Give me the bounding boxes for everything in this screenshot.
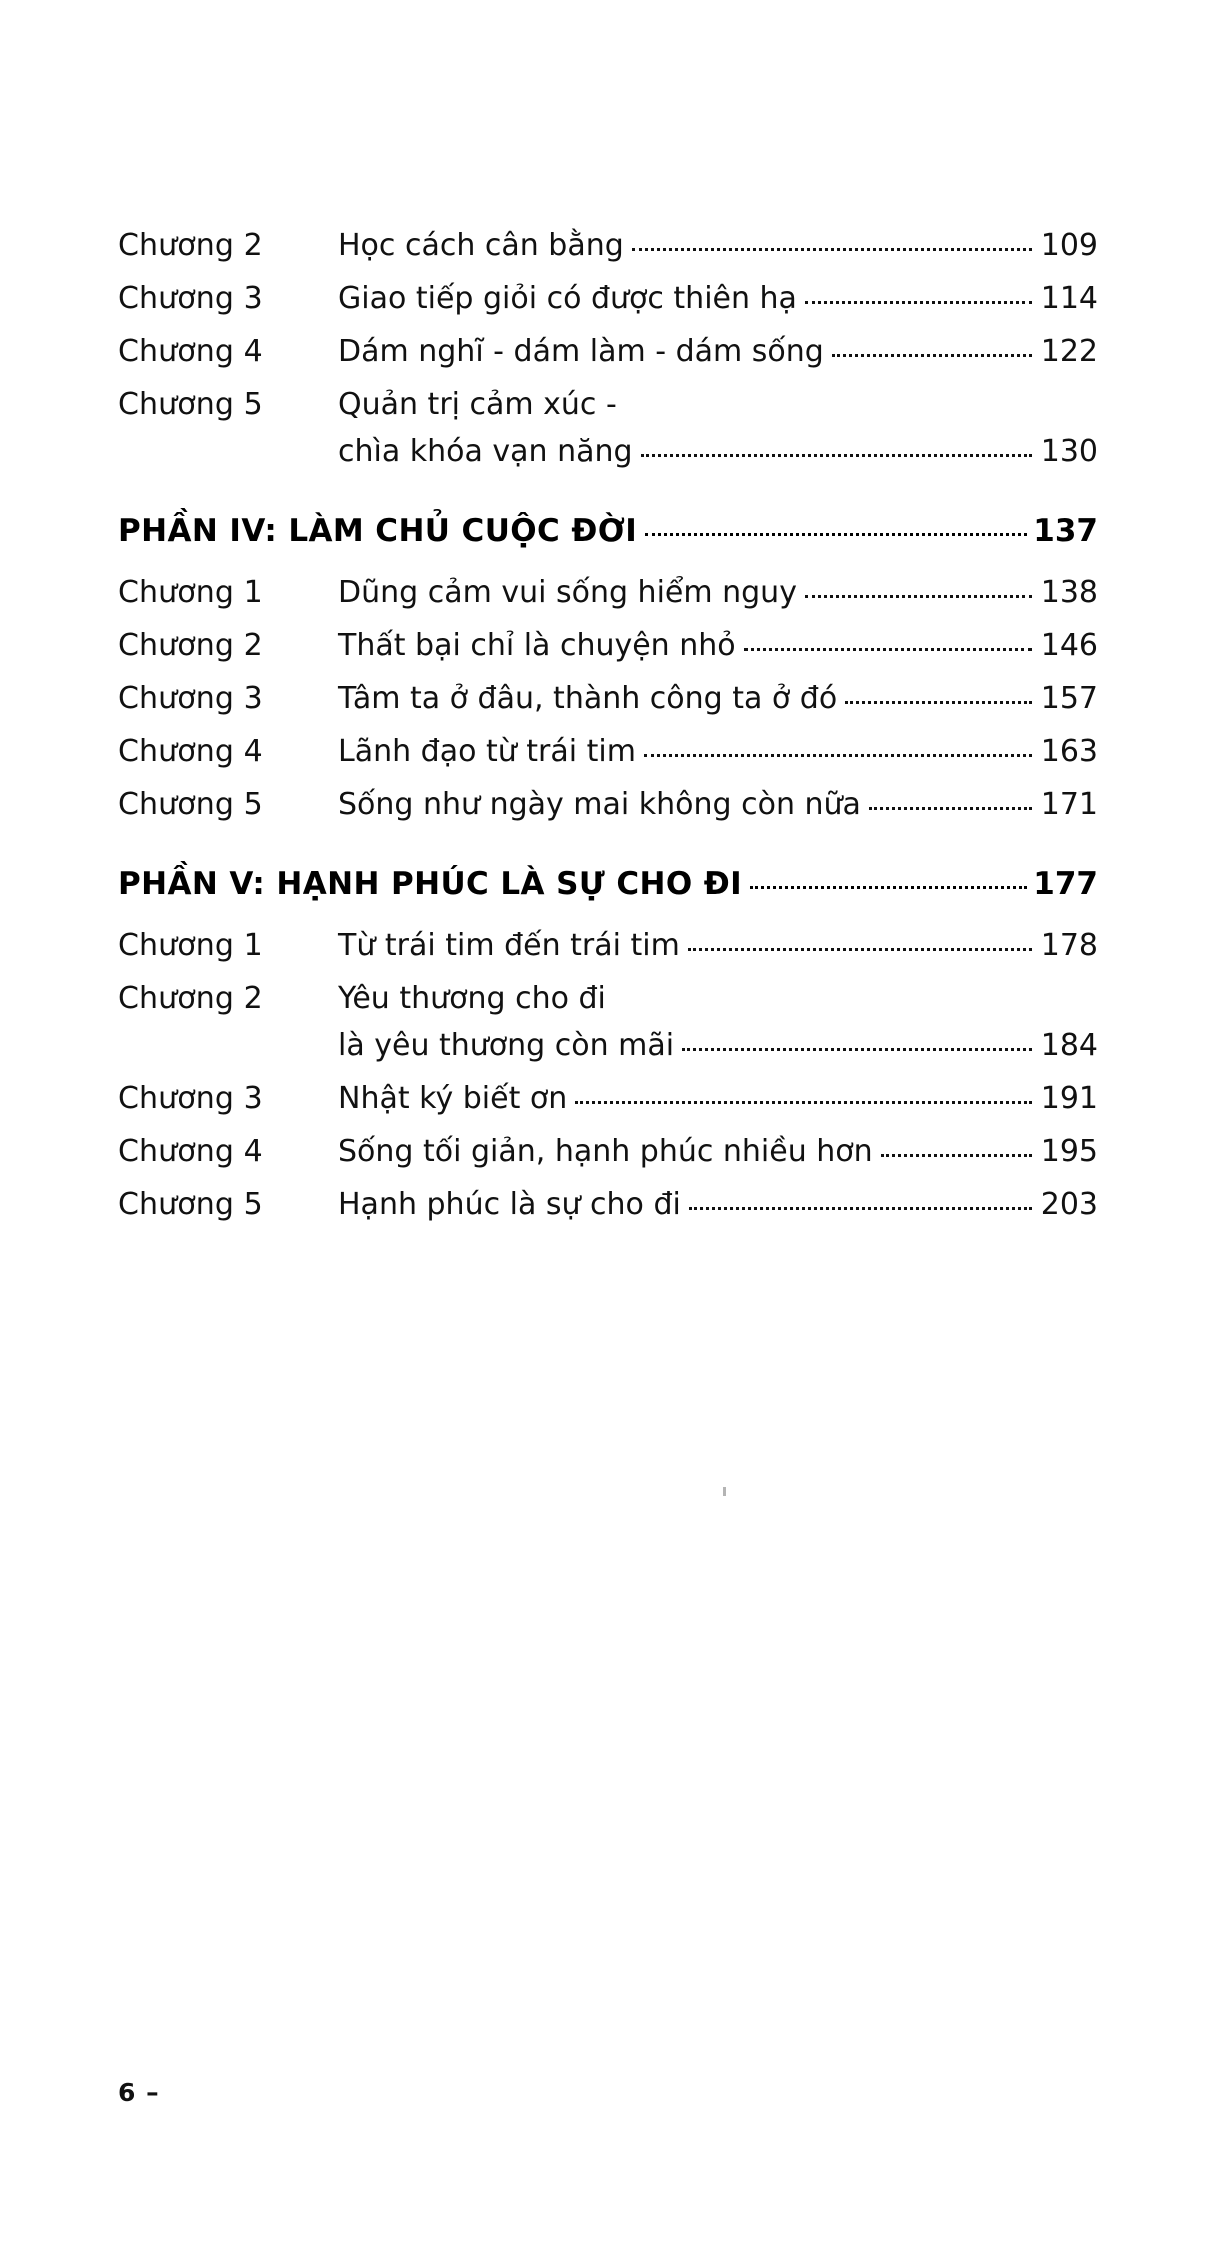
dot-leader — [832, 353, 1032, 357]
dot-leader — [805, 300, 1032, 304]
page-number: 184 — [1040, 1028, 1098, 1063]
dot-leader — [575, 1100, 1032, 1104]
toc-entry[interactable] — [118, 228, 1098, 263]
chapter-label: Chương 2 — [118, 981, 263, 1016]
toc-entry[interactable] — [118, 1081, 1098, 1116]
toc-entry[interactable] — [118, 787, 1098, 822]
part-title: PHẦN V: HẠNH PHÚC LÀ SỰ CHO ĐI — [118, 866, 743, 902]
part-heading-5[interactable] — [118, 866, 1098, 902]
dot-leader — [688, 947, 1032, 951]
chapter-title-line-2: là yêu thương còn mãi — [338, 1028, 675, 1063]
chapter-label: Chương 5 — [118, 1187, 263, 1222]
page-number: 195 — [1040, 1134, 1098, 1169]
chapter-label: Chương 1 — [118, 928, 263, 963]
chapter-title: Hạnh phúc là sự cho đi — [338, 1187, 681, 1222]
chapter-label: Chương 3 — [118, 681, 263, 716]
dot-leader — [845, 700, 1032, 704]
dot-leader — [689, 1206, 1032, 1210]
toc-entry[interactable] — [118, 681, 1098, 716]
page-number: 171 — [1040, 787, 1098, 822]
toc-entry[interactable] — [118, 981, 1098, 1063]
dot-leader — [645, 532, 1027, 536]
chapter-title-line-1: Quản trị cảm xúc - — [338, 387, 617, 422]
page-number: 178 — [1040, 928, 1098, 963]
chapter-title: Nhật ký biết ơn — [338, 1081, 568, 1116]
toc-entry[interactable] — [118, 1134, 1098, 1169]
toc-entry[interactable] — [118, 928, 1098, 963]
dot-leader — [644, 753, 1032, 757]
toc-entry[interactable] — [118, 575, 1098, 610]
chapter-title: Thất bại chỉ là chuyện nhỏ — [338, 628, 736, 663]
page-number: 109 — [1040, 228, 1098, 263]
dot-leader — [869, 806, 1032, 810]
page-number: 130 — [1040, 434, 1098, 469]
page-number: 191 — [1040, 1081, 1098, 1116]
part-heading-4[interactable] — [118, 513, 1098, 549]
page-number: 177 — [1033, 866, 1098, 902]
page-number: 157 — [1040, 681, 1098, 716]
chapter-label: Chương 5 — [118, 387, 263, 422]
chapter-label: Chương 5 — [118, 787, 263, 822]
toc-entry[interactable] — [118, 334, 1098, 369]
dot-leader — [632, 247, 1032, 251]
chapter-label: Chương 1 — [118, 575, 263, 610]
chapter-title: Từ trái tim đến trái tim — [338, 928, 680, 963]
chapter-title: Học cách cân bằng — [338, 228, 624, 263]
chapter-title: Dám nghĩ - dám làm - dám sống — [338, 334, 824, 369]
dot-leader — [881, 1153, 1032, 1157]
part-title: PHẦN IV: LÀM CHỦ CUỘC ĐỜI — [118, 513, 638, 549]
page-number: 163 — [1040, 734, 1098, 769]
chapter-label: Chương 3 — [118, 281, 263, 316]
dot-leader — [682, 1047, 1032, 1051]
chapter-title: Dũng cảm vui sống hiểm nguy — [338, 575, 797, 610]
chapter-label: Chương 3 — [118, 1081, 263, 1116]
toc-entry[interactable] — [118, 628, 1098, 663]
chapter-title-line-2: chìa khóa vạn năng — [338, 434, 633, 469]
table-of-contents — [118, 228, 1098, 1240]
dot-leader — [805, 594, 1032, 598]
chapter-title: Sống như ngày mai không còn nữa — [338, 787, 861, 822]
page-number: 203 — [1040, 1187, 1098, 1222]
toc-entry[interactable] — [118, 387, 1098, 469]
toc-entry[interactable] — [118, 281, 1098, 316]
chapter-label: Chương 4 — [118, 734, 263, 769]
chapter-title: Tâm ta ở đâu, thành công ta ở đó — [338, 681, 838, 716]
page-number: 138 — [1040, 575, 1098, 610]
page-number: 146 — [1040, 628, 1098, 663]
chapter-title-line-1: Yêu thương cho đi — [338, 981, 606, 1016]
toc-entry[interactable] — [118, 734, 1098, 769]
chapter-title: Sống tối giản, hạnh phúc nhiều hơn — [338, 1134, 873, 1169]
toc-entry[interactable] — [118, 1187, 1098, 1222]
chapter-title: Giao tiếp giỏi có được thiên hạ — [338, 281, 797, 316]
chapter-label: Chương 4 — [118, 1134, 263, 1169]
page-number: 114 — [1040, 281, 1098, 316]
page-number: 122 — [1040, 334, 1098, 369]
dot-leader — [744, 647, 1032, 651]
page-footer: 6 – — [118, 2078, 160, 2107]
chapter-label: Chương 4 — [118, 334, 263, 369]
dot-leader — [750, 885, 1027, 889]
page-number: 137 — [1033, 513, 1098, 549]
chapter-title: Lãnh đạo từ trái tim — [338, 734, 636, 769]
dot-leader — [641, 453, 1032, 457]
chapter-label: Chương 2 — [118, 628, 263, 663]
chapter-label: Chương 2 — [118, 228, 263, 263]
scan-artifact — [723, 1487, 726, 1496]
